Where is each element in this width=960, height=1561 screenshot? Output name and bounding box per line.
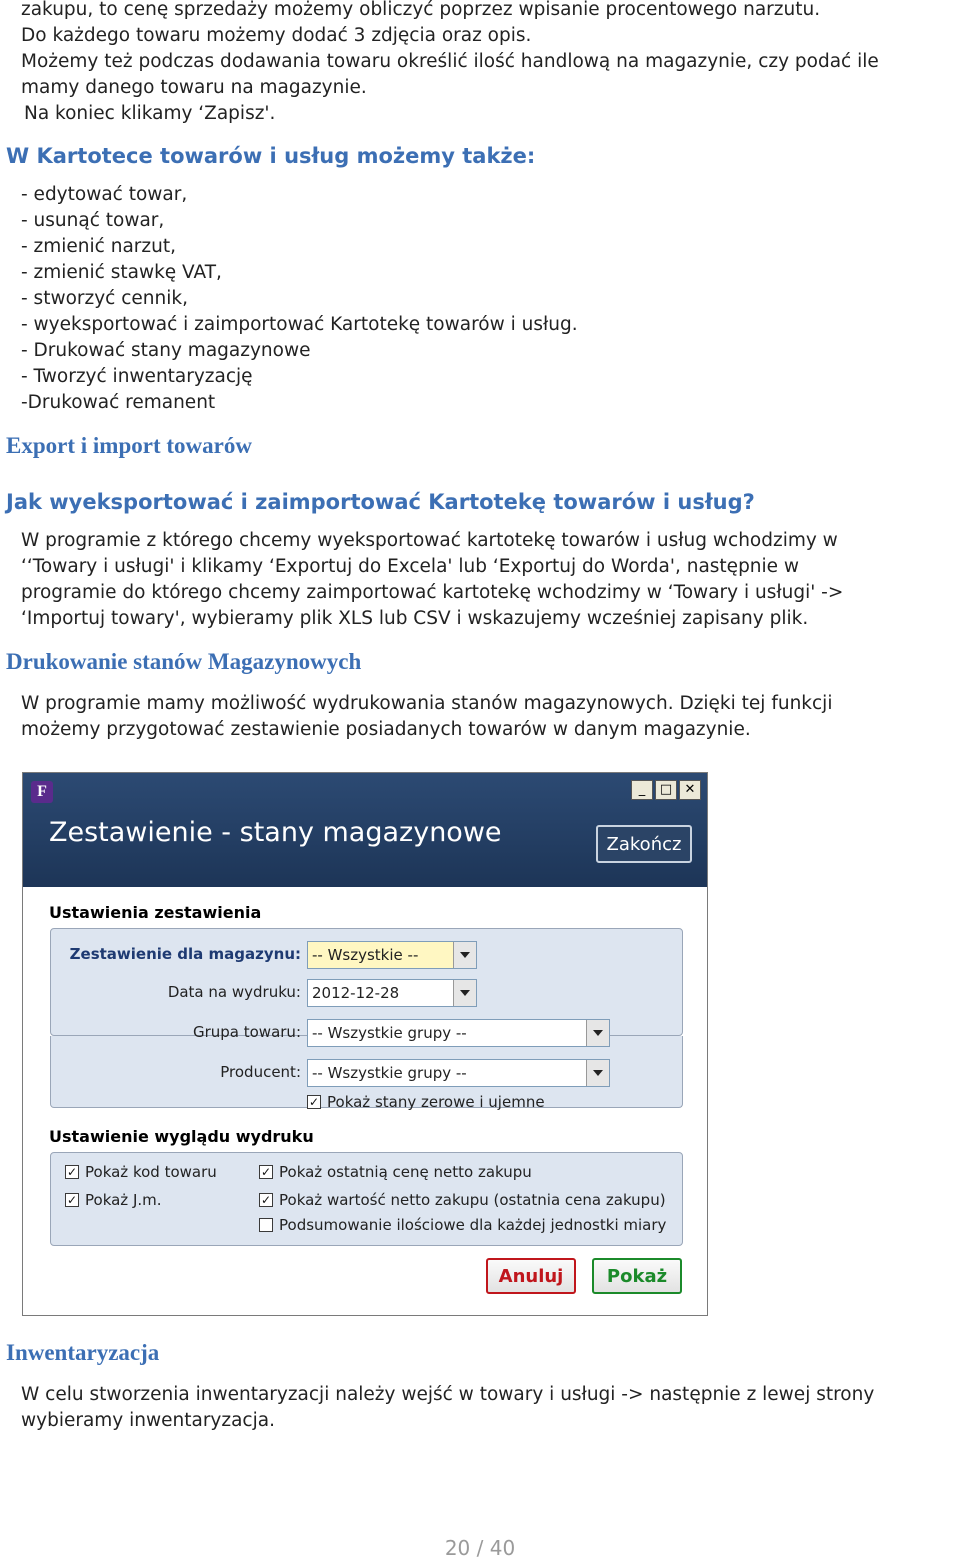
magazyn-label: Zestawienie dla magazynu:: [69, 945, 301, 963]
list-item: - wyeksportować i zaimportować Kartotekę towarów i usług.: [21, 314, 578, 335]
zakoncz-button[interactable]: Zakończ: [596, 825, 692, 863]
export-line-4: ‘Importuj towary', wybieramy plik XLS lub CSV i wskazujemy wcześniej zapisany plik.: [21, 608, 809, 629]
chevron-down-icon[interactable]: [453, 942, 476, 968]
export-heading: Export i import towarów: [6, 433, 252, 458]
window-controls: [631, 780, 701, 800]
checkmark-icon[interactable]: ✓: [260, 1165, 272, 1179]
podsumowanie-label: Podsumowanie ilościowe dla każdej jednostki miary: [279, 1216, 667, 1234]
producent-label: Producent:: [220, 1063, 301, 1081]
kod-label: Pokaż kod towaru: [85, 1163, 217, 1181]
chevron-down-icon[interactable]: [453, 980, 476, 1006]
inwentaryzacja-line-1: W celu stworzenia inwentaryzacji należy wejść w towary i usługi -> następnie z lewej strony: [21, 1384, 875, 1405]
kartoteka-list: [21, 182, 578, 416]
list-item: - usunąć towar,: [21, 210, 165, 231]
window-body: [23, 887, 707, 1315]
intro-line-3: Możemy też podczas dodawania towaru określić ilość handlową na magazynie, czy podać ile: [21, 51, 879, 72]
magazyn-value: -- Wszystkie --: [312, 946, 419, 964]
checkbox-empty-icon[interactable]: [259, 1218, 273, 1232]
maximize-icon[interactable]: □: [655, 780, 677, 800]
grupa-value: -- Wszystkie grupy --: [312, 1024, 467, 1042]
intro-line-2: Do każdego towaru możemy dodać 3 zdjęcia oraz opis.: [21, 25, 532, 46]
kod-checkbox[interactable]: [65, 1163, 217, 1181]
cena-checkbox[interactable]: [259, 1163, 532, 1181]
list-item: - zmienić narzut,: [21, 236, 176, 257]
close-icon[interactable]: ✕: [679, 780, 701, 800]
wartosc-label: Pokaż wartość netto zakupu (ostatnia cena zakupu): [279, 1191, 666, 1209]
jm-label: Pokaż J.m.: [85, 1191, 162, 1209]
list-item: -Drukować remanent: [21, 392, 216, 413]
list-item: - Drukować stany magazynowe: [21, 340, 311, 361]
list-item: - zmienić stawkę VAT,: [21, 262, 222, 283]
inwentaryzacja-line-2: wybieramy inwentaryzacja.: [21, 1410, 275, 1431]
list-item: - Tworzyć inwentaryzację: [21, 366, 253, 387]
page-number: 20 / 40: [444, 1536, 516, 1560]
kartoteka-heading: W Kartotece towarów i usług możemy także:: [6, 144, 536, 168]
export-question: Jak wyeksportować i zaimportować Kartotekę towarów i usług?: [6, 490, 755, 514]
window-title: Zestawienie - stany magazynowe: [49, 817, 502, 848]
window-header: [23, 773, 707, 887]
drukowanie-line-2: możemy przygotować zestawienie posiadanych towarów w danym magazynie.: [21, 719, 751, 740]
chevron-down-icon[interactable]: [586, 1020, 609, 1046]
pokaz-button[interactable]: Pokaż: [592, 1258, 682, 1294]
producent-value: -- Wszystkie grupy --: [312, 1064, 467, 1082]
inwentaryzacja-heading: Inwentaryzacja: [6, 1340, 160, 1365]
section-settings-title: Ustawienia zestawienia: [49, 903, 262, 922]
export-line-2: ‘‘Towary i usługi' i klikamy ‘Exportuj do Excela' lub ‘Exportuj do Worda', następnie w: [21, 556, 800, 577]
checkmark-icon[interactable]: ✓: [66, 1193, 78, 1207]
data-label: Data na wydruku:: [167, 983, 301, 1001]
checkmark-icon[interactable]: ✓: [308, 1095, 320, 1109]
data-value: 2012-12-28: [312, 984, 400, 1002]
cena-label: Pokaż ostatnią cenę netto zakupu: [279, 1163, 532, 1181]
checkmark-icon[interactable]: ✓: [260, 1193, 272, 1207]
checkmark-icon[interactable]: ✓: [66, 1165, 78, 1179]
app-logo-icon: F: [31, 781, 53, 803]
minimize-icon[interactable]: _: [631, 780, 653, 800]
list-item: - stworzyć cennik,: [21, 288, 188, 309]
producent-select[interactable]: [307, 1059, 610, 1087]
data-select[interactable]: [307, 979, 477, 1007]
intro-line-1: zakupu, to cenę sprzedaży możemy obliczyć poprzez wpisanie procentowego narzutu.: [21, 0, 821, 20]
grupa-label: Grupa towaru:: [192, 1023, 301, 1041]
intro-line-5: Na koniec klikamy ‘Zapisz'.: [24, 103, 276, 124]
podsumowanie-checkbox[interactable]: [259, 1216, 666, 1234]
zerowe-checkbox[interactable]: [307, 1093, 545, 1111]
drukowanie-heading: Drukowanie stanów Magazynowych: [6, 649, 362, 674]
zerowe-label: Pokaż stany zerowe i ujemne: [327, 1093, 545, 1111]
drukowanie-line-1: W programie mamy możliwość wydrukowania stanów magazynowych. Dzięki tej funkcji: [21, 693, 833, 714]
list-item: - edytować towar,: [21, 184, 188, 205]
anuluj-button[interactable]: Anuluj: [486, 1258, 576, 1294]
section-print-title: Ustawienie wyglądu wydruku: [49, 1127, 314, 1146]
magazyn-select[interactable]: [307, 941, 477, 969]
chevron-down-icon[interactable]: [586, 1060, 609, 1086]
grupa-select[interactable]: [307, 1019, 610, 1047]
export-line-1: W programie z którego chcemy wyeksportować kartotekę towarów i usług wchodzimy w: [21, 530, 838, 551]
stany-magazynowe-window: [22, 772, 708, 1316]
export-line-3: programie do którego chcemy zaimportować kartotekę wchodzimy w ‘Towary i usługi' ->: [21, 582, 844, 603]
intro-line-4: mamy danego towaru na magazynie.: [21, 77, 367, 98]
wartosc-checkbox[interactable]: [259, 1191, 666, 1209]
jm-checkbox[interactable]: [65, 1191, 162, 1209]
